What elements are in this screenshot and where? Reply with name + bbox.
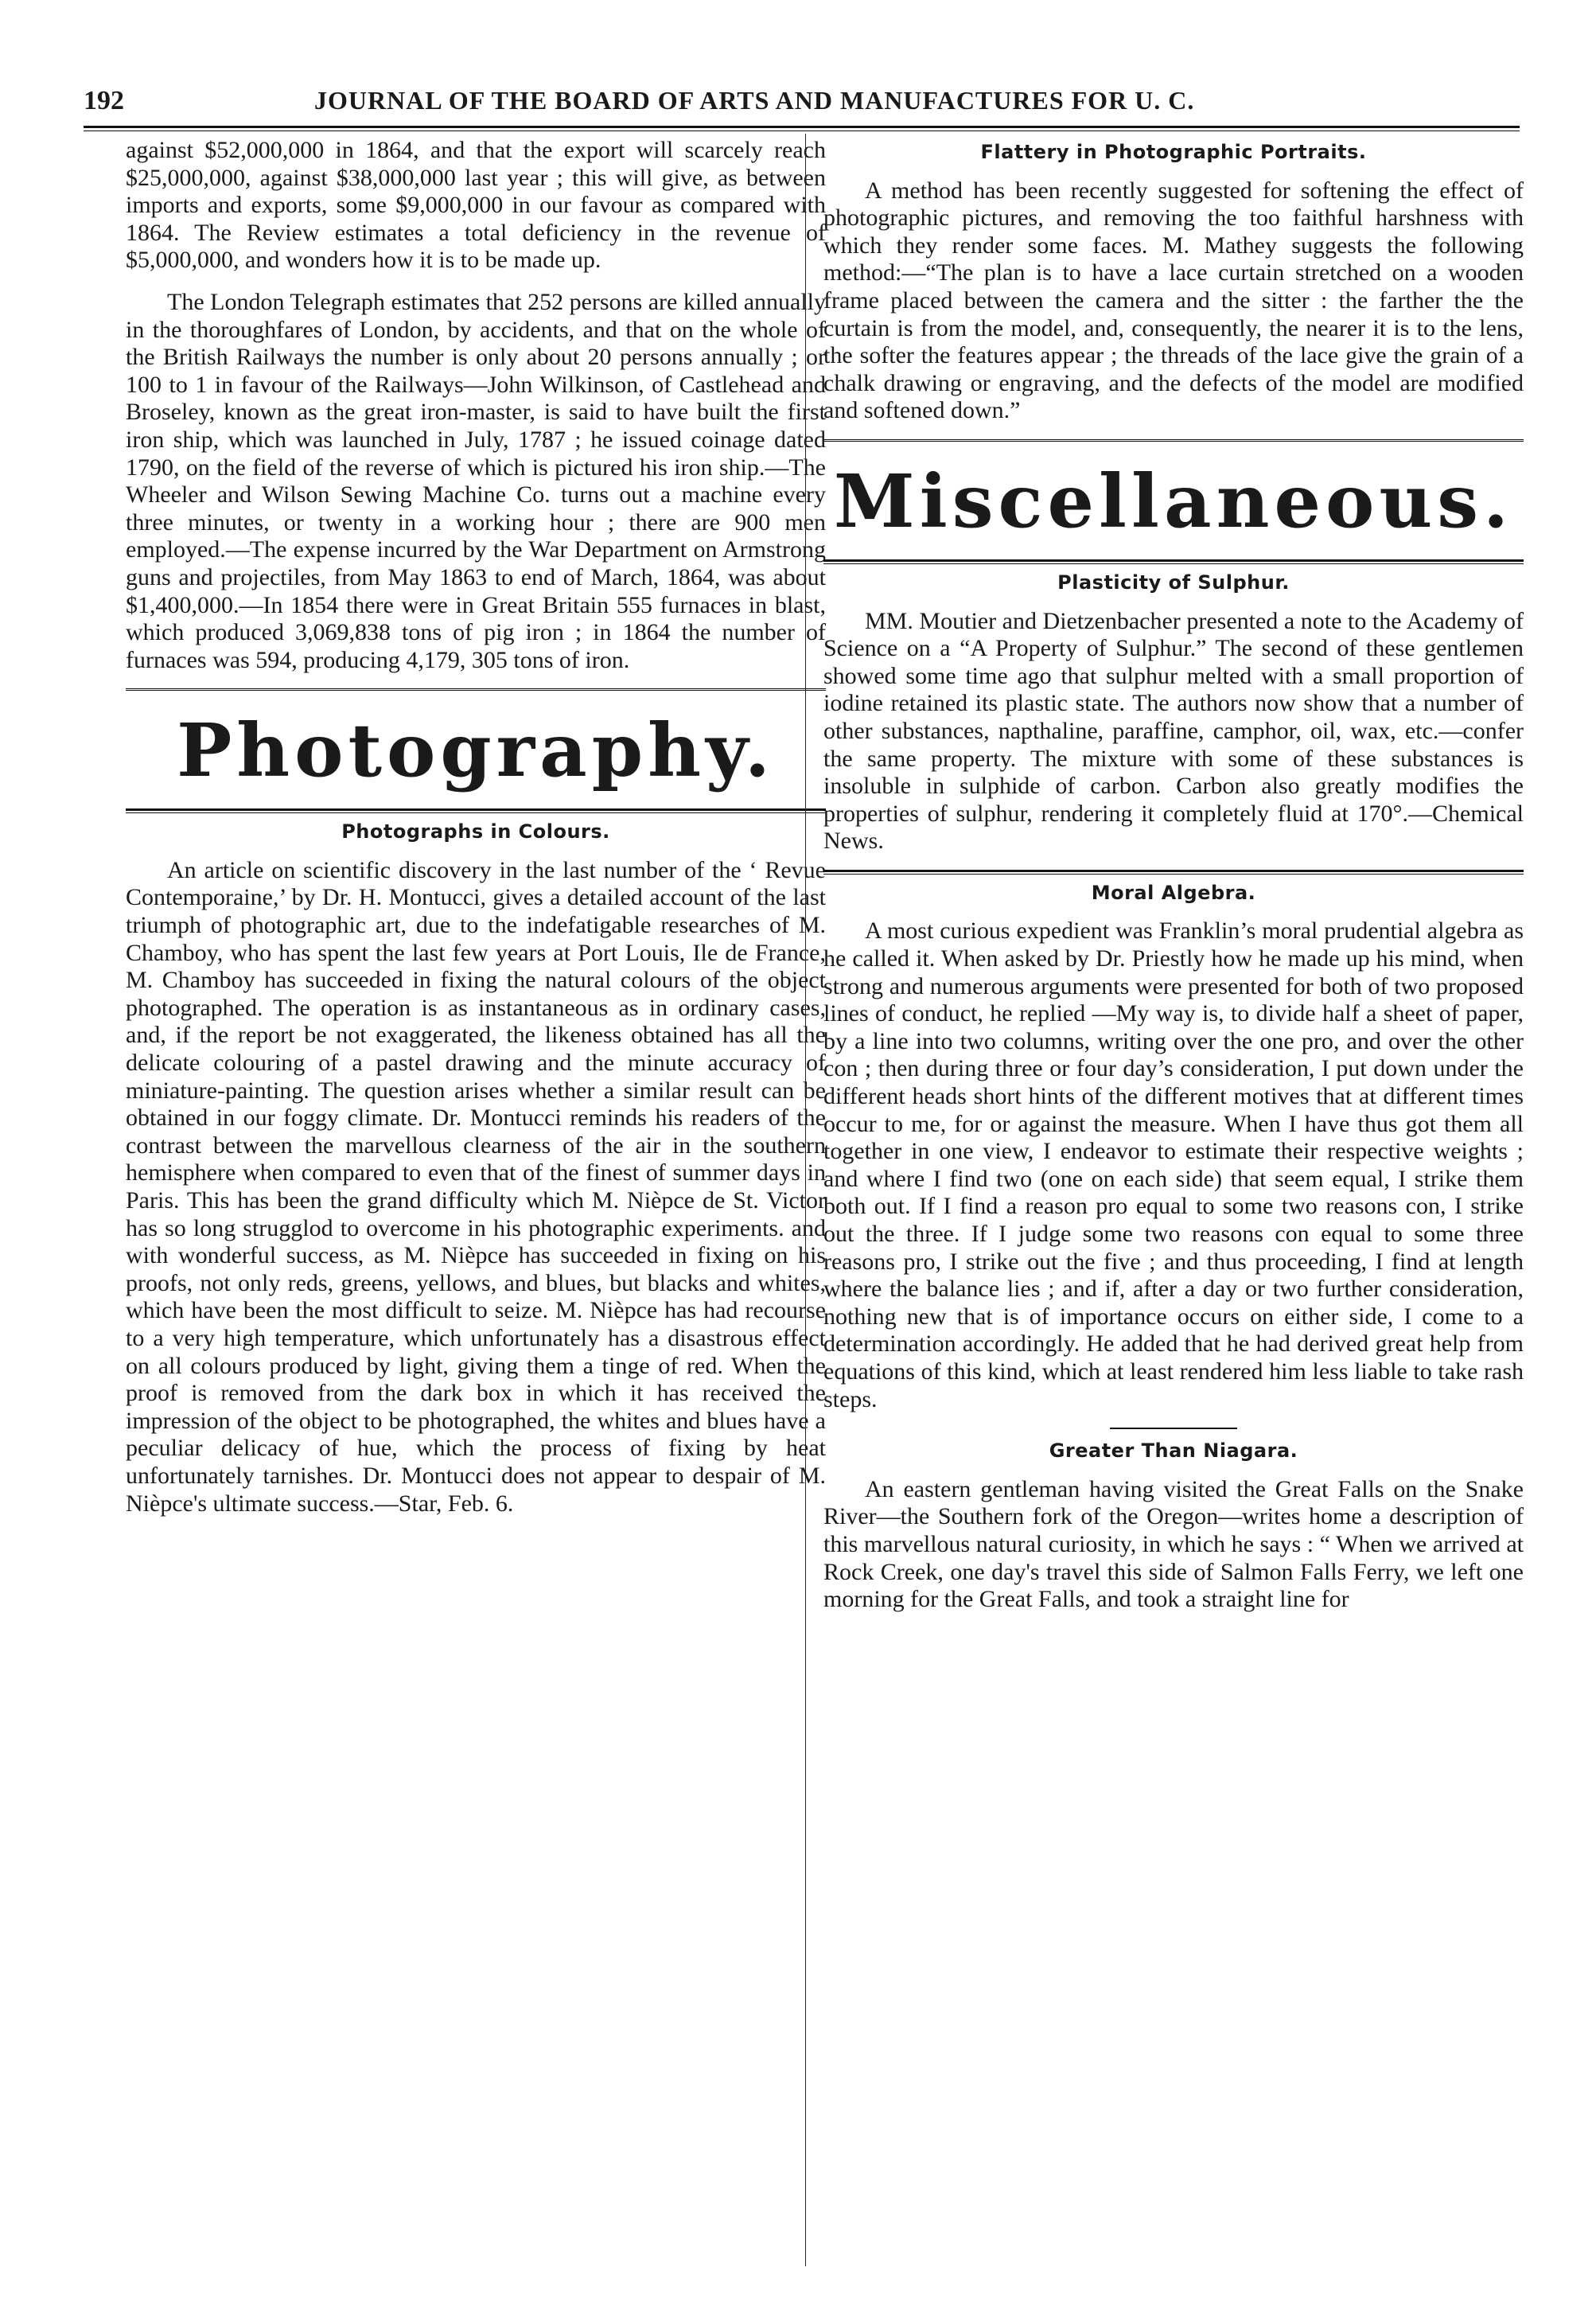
right-column <box>823 134 1524 1628</box>
article-body-greater-than-niagara: An eastern gentleman having visited the Great Falls on the Snake River—the Southern fork of the Oregon—writes home a description of this marvellous natural curiosity, in which he says : “ When we arrived at Rock Creek, one day's travel this side of Salmon Falls Ferry, we left one morning for the Great Falls, and took a straight line for <box>823 1475 1524 1613</box>
section-heading-miscellaneous: Miscellaneous. <box>833 458 1514 544</box>
section-rule <box>823 439 1524 442</box>
article-body-photographs-in-colours: An article on scientific discovery in the last number of the ‘ Revue Contemporaine,’ by Dr. H. Montucci, gives a detailed account of the last triumph of photographic art, due to the indefatigable researches of M. Chamboy, who has spent the last few years at Port Louis, Ile de France, M. Chamboy has succeeded in fixing the natural colours of the object photographed. The operation is as instantaneous as in ordinary cases, and, if the report be not exaggerated, the likeness obtained has all the delicate colouring of a pastel drawing and the minute accuracy of miniature-painting. The question arises whether a similar result can be obtained in our foggy climate. Dr. Montucci reminds his readers of the contrast between the marvellous clearness of the air in the southern hemisphere when compared to even that of the finest of summer days in Paris. This has been the grand difficulty which M. Nièpce de St. Victor has so long strugglod to overcome in his photographic experiments. and with wonderful success, as M. Nièpce has succeeded in fixing on his proofs, not only reds, greens, yellows, and blues, but blacks and whites, which have been the most difficult to seize. M. Nièpce has had recourse to a very high temperature, which unfortunately has a disastrous effect on all colours produced by light, giving them a tinge of red. When the proof is removed from the dark box in which it has received the impression of the object to be photographed, the whites and blues have a peculiar delicacy of hue, which the process of fixing by heat unfortunately tarnishes. Dr. Montucci does not appear to despair of M. Nièpce's ultimate success.—Star, Feb. 6. <box>126 856 826 1517</box>
section-rule <box>126 688 826 691</box>
section-heading-photography: Photography. <box>177 707 775 794</box>
paragraph-export-figures: against $52,000,000 in 1864, and that the export will scarcely reach $25,000,000, against $38,000,000 last year ; this will give, as between imports and exports, some $9,000,000 in our favour as compared with 1864. The Review estimates a total deficiency in the revenue of $5,000,000, and wonders how it is to be made up. <box>126 137 826 274</box>
column-divider <box>805 134 806 2266</box>
article-title-moral-algebra: Moral Algebra. <box>1091 881 1256 904</box>
header-rule <box>84 126 1520 131</box>
article-body-flattery: A method has been recently suggested for softening the effect of photographic pictures, and removing the too faithful harshness with which they render some faces. M. Mathey suggests the following method:—“The plan is to have a lace curtain stretched on a wooden frame placed between the camera and the sitter : the farther the the curtain is from the model, and, consequently, the nearer it is to the lens, the softer the features appear ; the threads of the lace give the grain of a chalk drawing or engraving, and the defects of the model are modified and softened down.” <box>823 177 1524 424</box>
article-title-greater-than-niagara: Greater Than Niagara. <box>1049 1439 1298 1463</box>
section-rule <box>126 808 826 813</box>
article-title-photographs-in-colours: Photographs in Colours. <box>341 820 610 843</box>
left-column <box>126 137 826 1532</box>
paragraph-london-telegraph: The London Telegraph estimates that 252 persons are killed annually in the thoroughfares of London, by accidents, and that on the whole of the British Railways the number is only about 20 persons annually ; or 100 to 1 in favour of the Railways—John Wilkinson, of Castlehead and Broseley, known as the great iron-master, is said to have built the first iron ship, which was launched in July, 1787 ; he issued coinage dated 1790, on the field of the reverse of which is pictured his iron ship.—The Wheeler and Wilson Sewing Machine Co. turns out a machine every three minutes, or twenty in a working hour ; there are 900 men employed.—The expense incurred by the War Department on Armstrong guns and projectiles, from May 1863 to end of March, 1864, was about $1,400,000.—In 1854 there were in Great Britain 555 furnaces in blast, which produced 3,069,838 tons of pig iron ; in 1864 the number of furnaces was 594, producing 4,179, 305 tons of iron. <box>126 288 826 673</box>
article-rule <box>1110 1428 1237 1429</box>
article-body-moral-algebra: A most curious expedient was Franklin’s moral prudential algebra as he called it. When asked by Dr. Priestly how he made up his mind, when strong and numerous arguments were presented for both of two proposed lines of conduct, he replied —My way is, to divide half a sheet of paper, by a line into two columns, writing over the one pro, and over the other con ; then during three or four day’s consideration, I put down under the different heads short hints of the different motives that at different times occur to me, for or against the measure. When I have thus got them all together in one view, I endeavor to estimate their respective weights ; and where I find two (one on each side) that seem equal, I strike them both out. If I find a reason pro equal to some two reasons con, I strike out the three. If I judge some two reasons con equal to some three reasons pro, I strike out the five ; and thus proceeding, I find at length where the balance lies ; and if, after a day or two further consideration, nothing new that is of importance occurs on either side, I come to a determination accordingly. He added that he had derived great help from equations of this kind, which at least rendered him less liable to take rash steps. <box>823 917 1524 1412</box>
article-title-plasticity-of-sulphur: Plasticity of Sulphur. <box>1057 571 1290 594</box>
page-header <box>84 86 1520 126</box>
article-title-flattery: Flattery in Photographic Portraits. <box>980 141 1367 163</box>
page-number: 192 <box>84 86 124 115</box>
article-body-plasticity-of-sulphur: MM. Moutier and Dietzenbacher presented a note to the Academy of Science on a “A Property of Sulphur.” The second of these gentlemen showed some time ago that sulphur melted with a small proportion of iodine retained its plastic state. The authors now show that a number of other substances, napthaline, paraffine, camphor, oil, wax, etc.—confer the same property. The mixture with some of these substances is insoluble in sulphide of carbon. Carbon also greatly modifies the properties of sulphur, rendering it completely fluid at 170°.—Chemical News. <box>823 607 1524 855</box>
section-rule <box>823 559 1524 564</box>
article-rule <box>823 870 1524 875</box>
running-title: JOURNAL OF THE BOARD OF ARTS AND MANUFACTURES FOR U. C. <box>314 86 1195 115</box>
